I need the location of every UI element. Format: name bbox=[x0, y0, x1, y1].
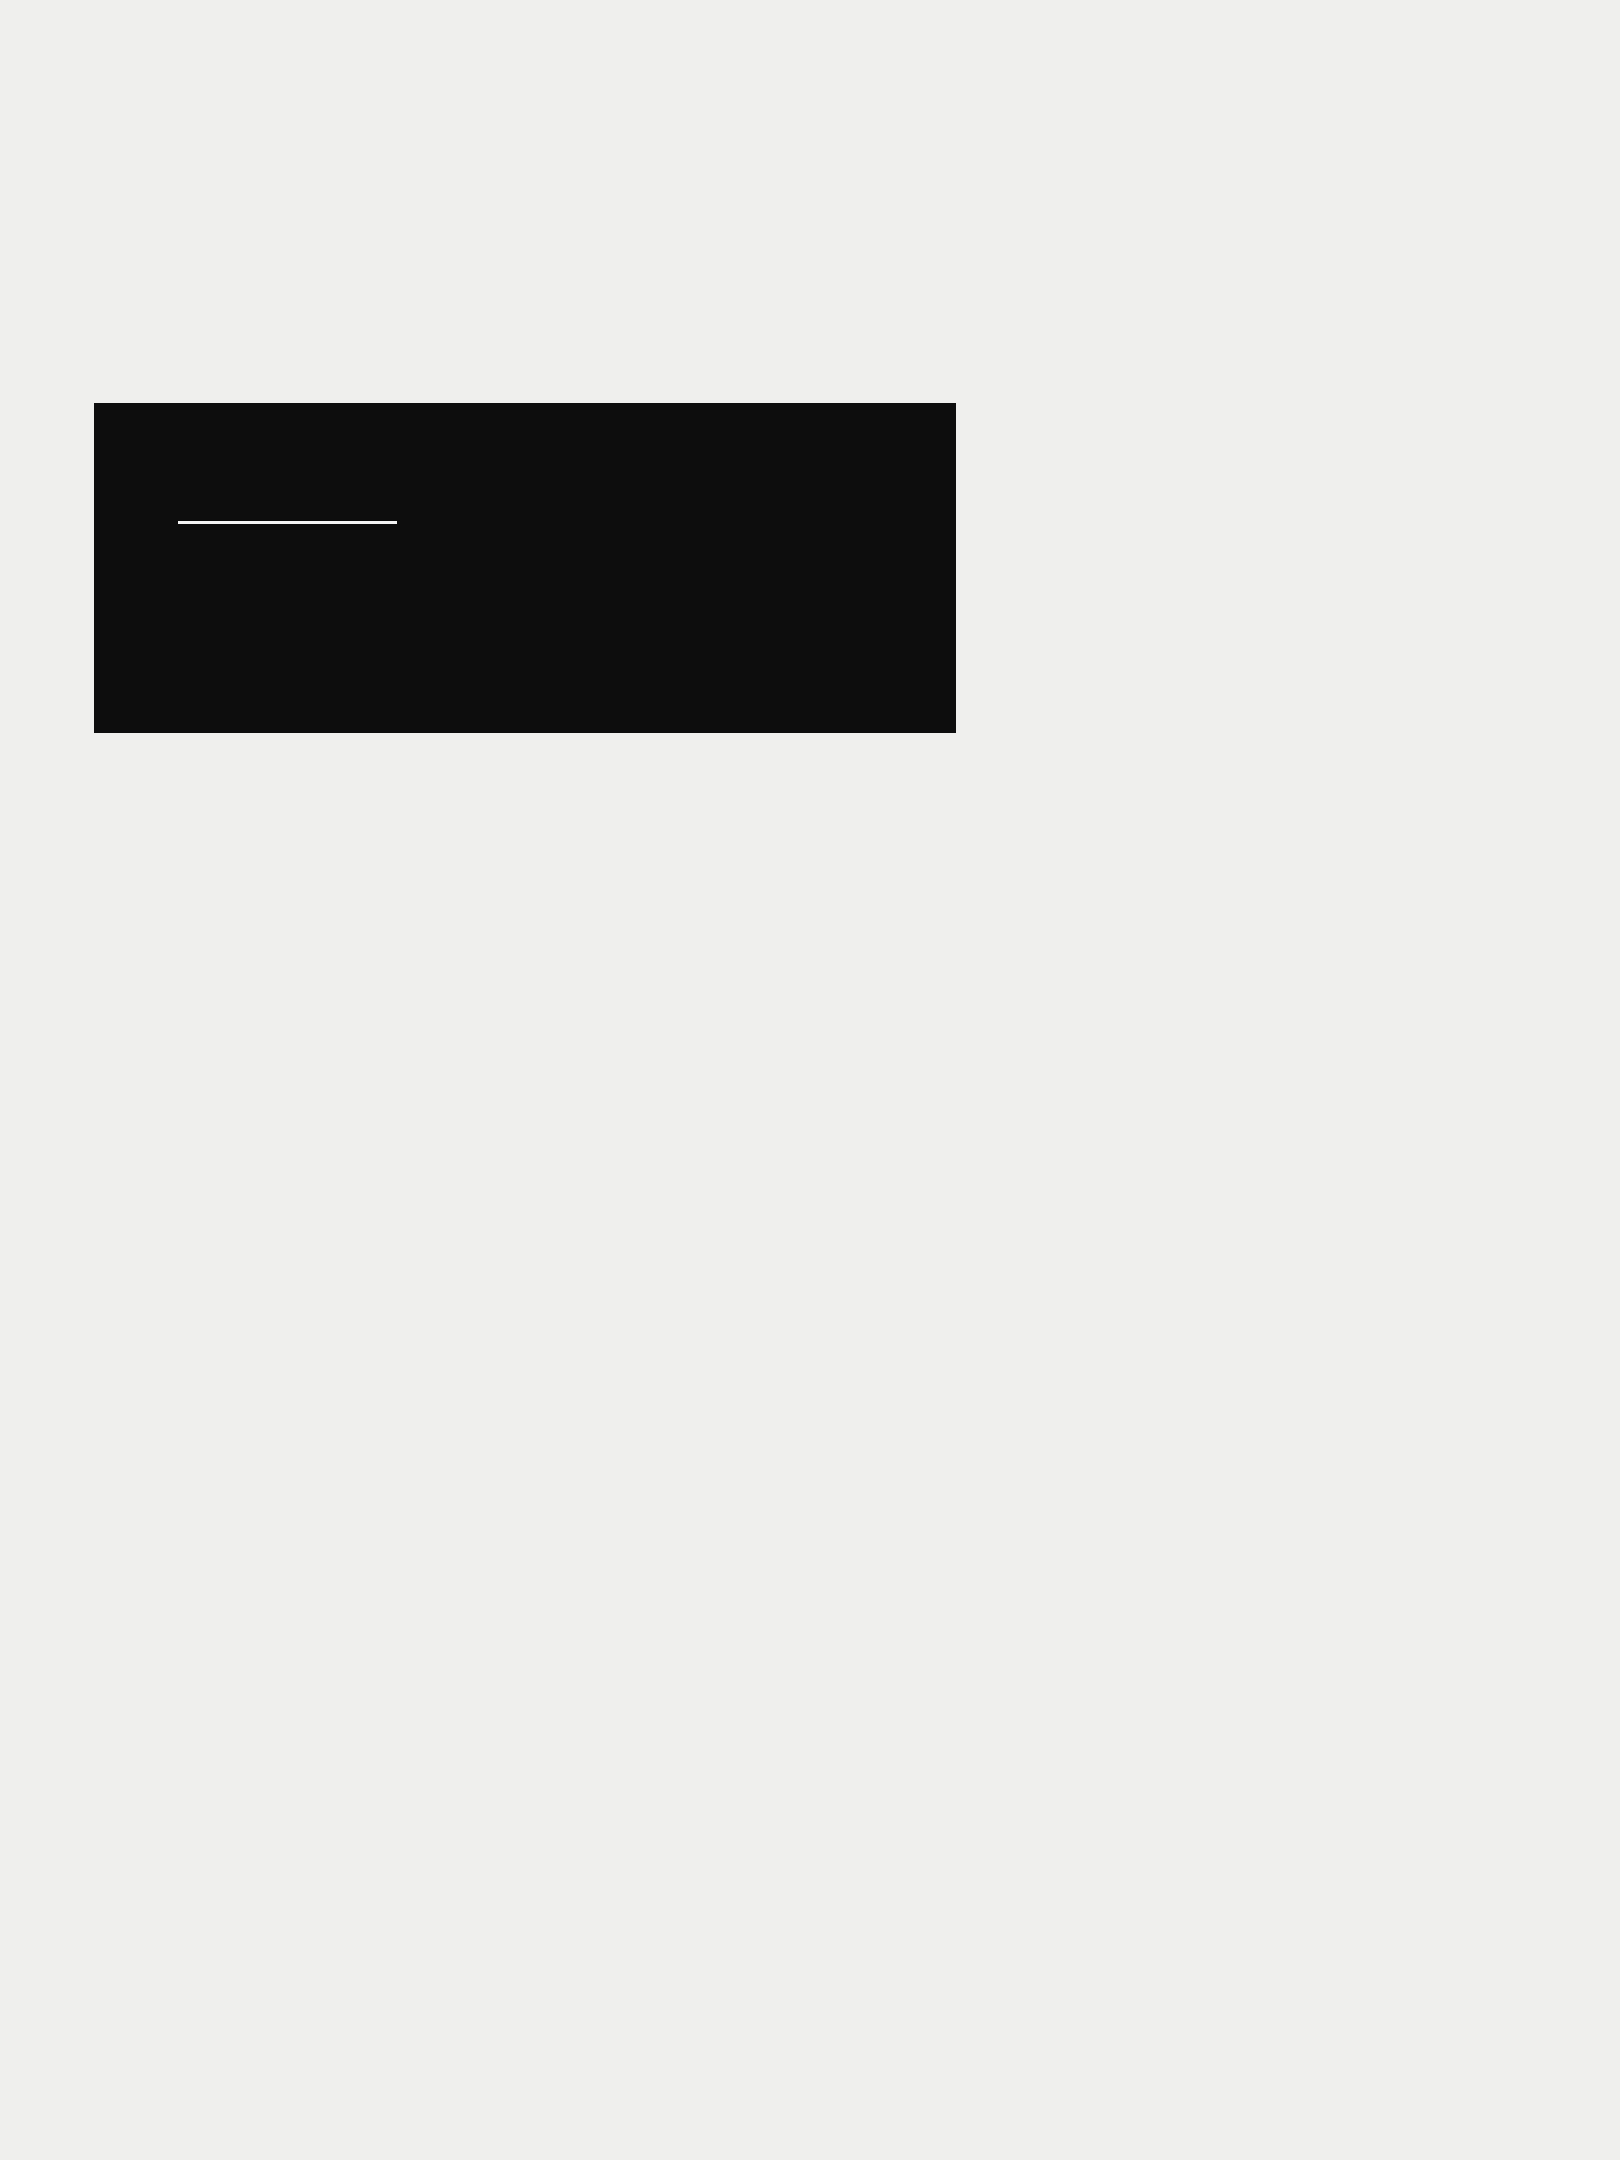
fig5-left-rule bbox=[269, 521, 397, 524]
figure-5-image bbox=[94, 403, 956, 733]
